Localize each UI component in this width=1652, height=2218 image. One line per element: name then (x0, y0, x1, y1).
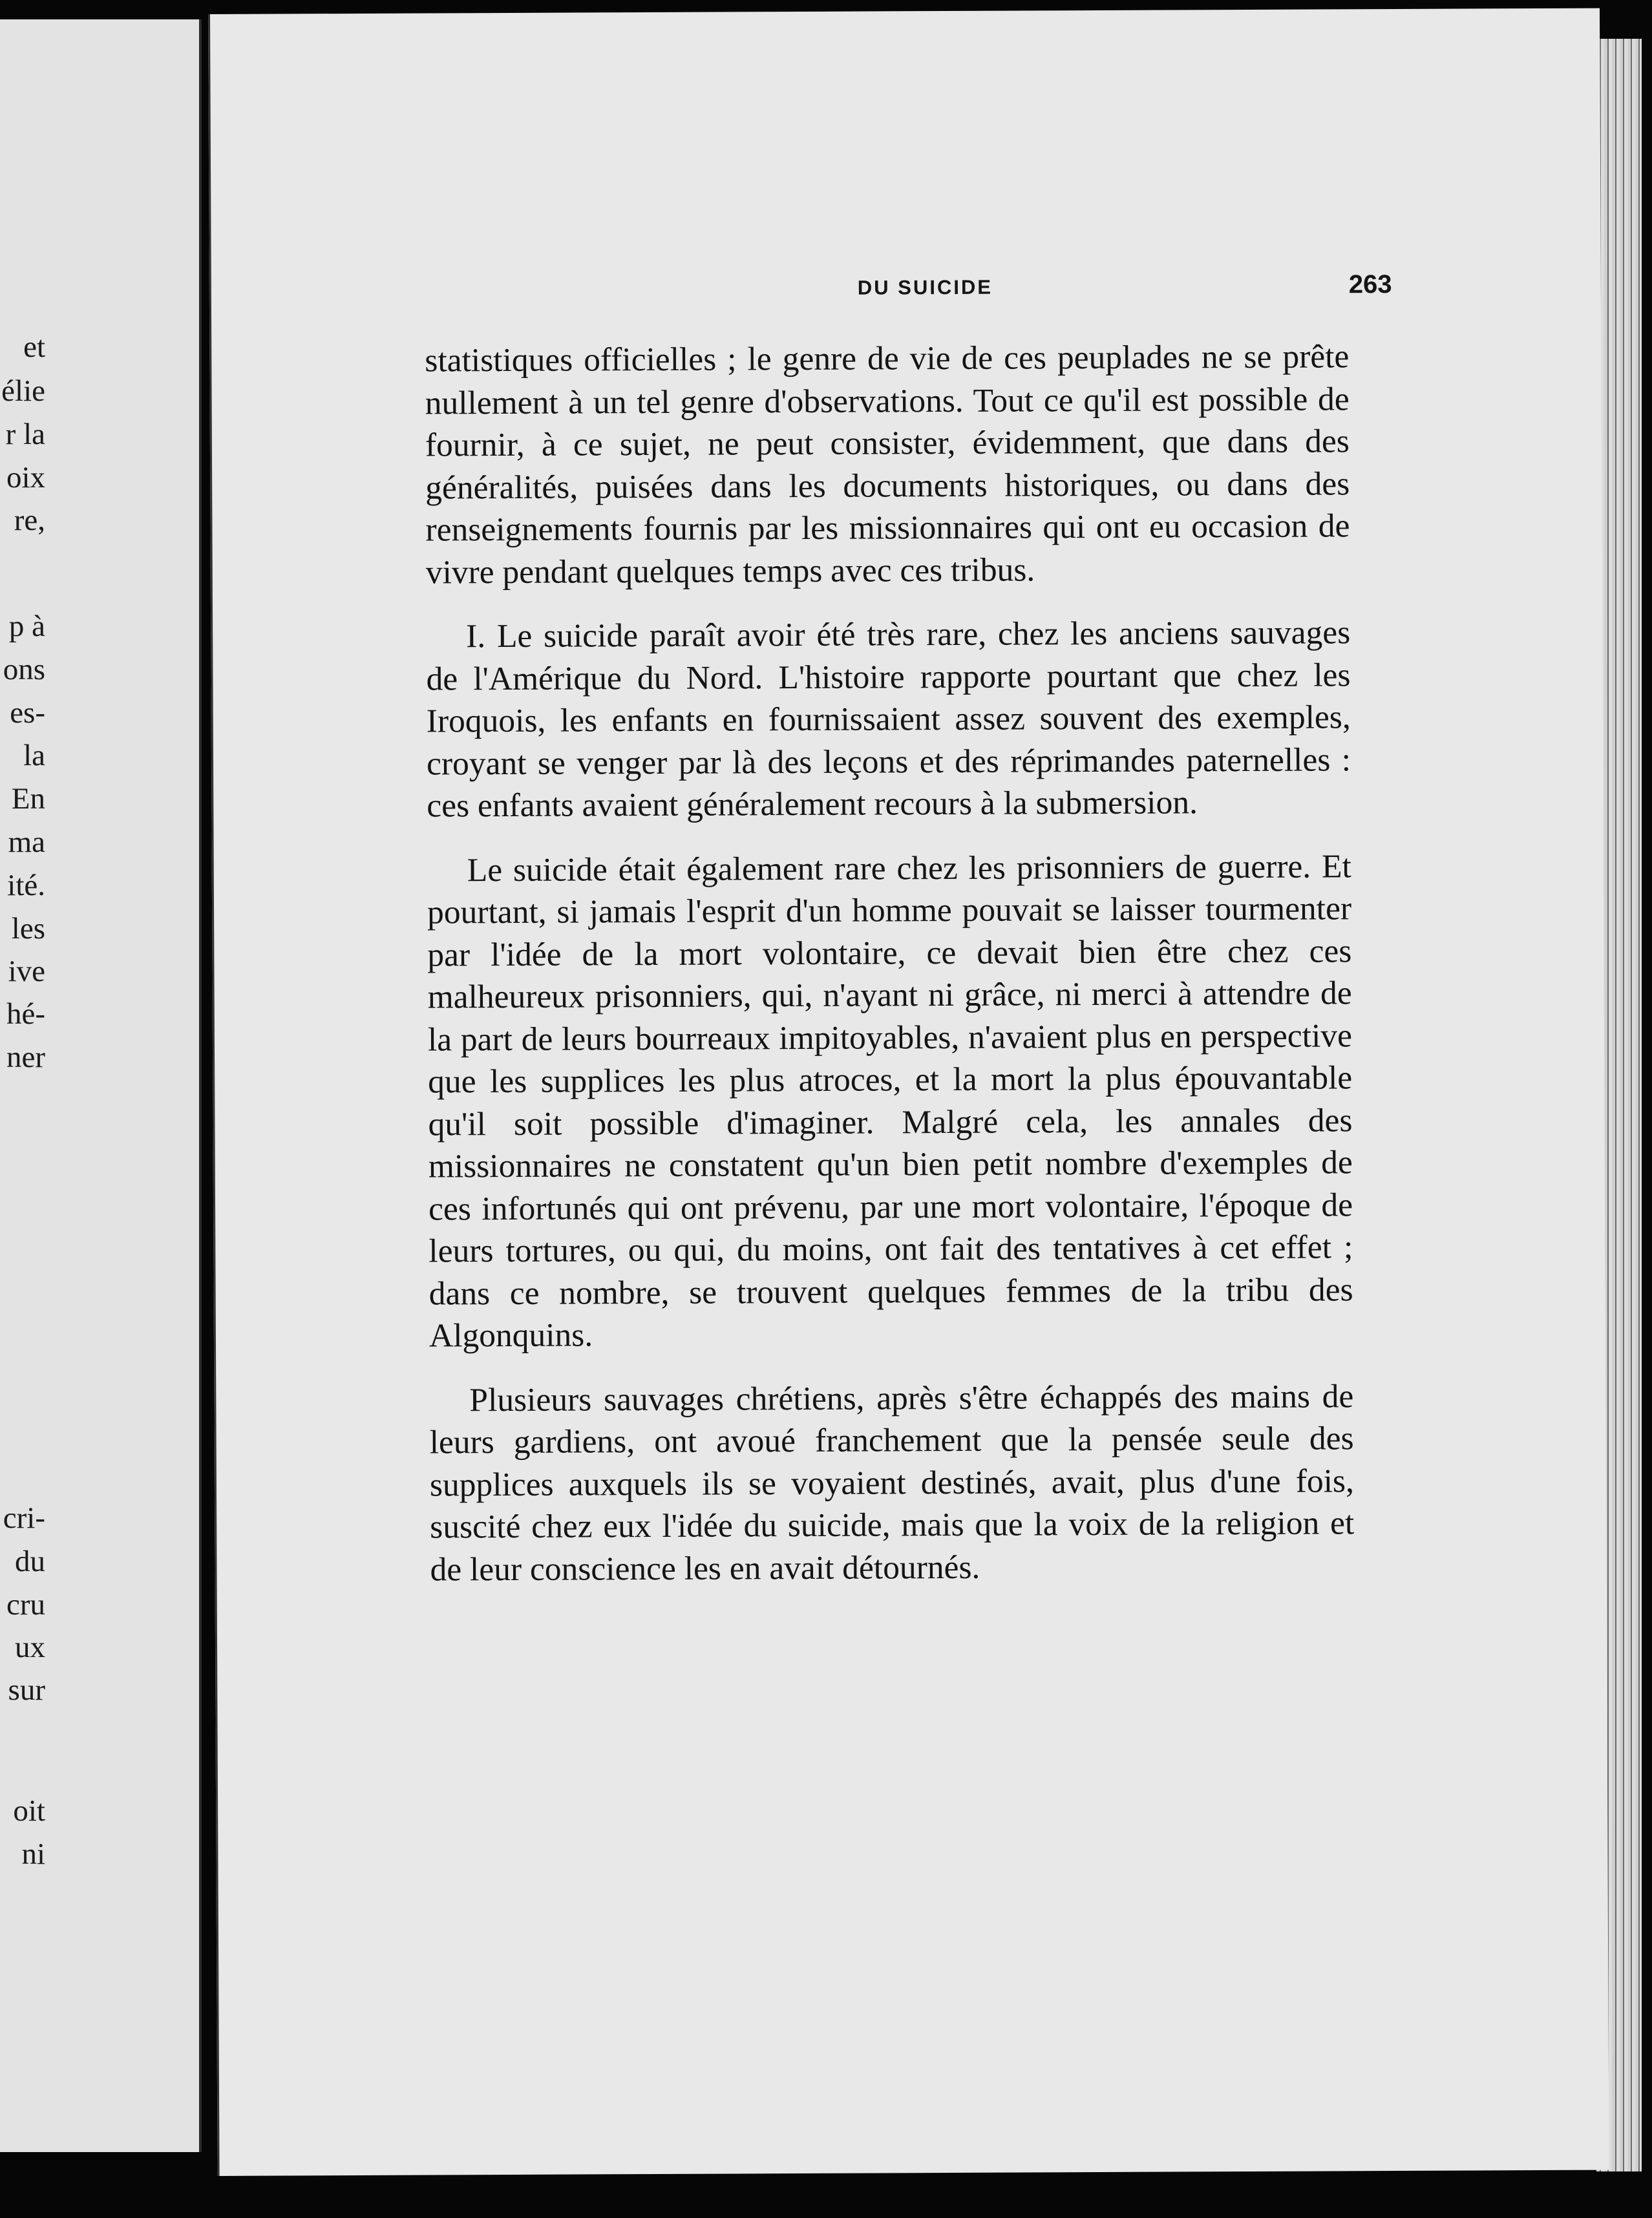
left-fragment: ive (8, 955, 45, 988)
left-fragment: la (23, 739, 45, 772)
left-fragment: du (15, 1545, 45, 1578)
right-page (208, 8, 1609, 2176)
left-fragment: cri- (3, 1501, 45, 1535)
left-facing-page (0, 19, 202, 2152)
running-head: DU SUICIDE (857, 275, 993, 299)
left-fragment: ux (15, 1631, 45, 1664)
left-fragment: es- (10, 696, 45, 730)
left-fragment: En (11, 782, 45, 816)
left-fragment: ni (21, 1837, 45, 1871)
left-fragment: cru (6, 1588, 45, 1621)
left-fragment: p à (8, 609, 45, 643)
paragraph: Plusieurs sauvages chrétiens, après s'être échappés des mains de leurs gardiens, ont avoué franchement que la pensée seule des supplices auxquels ils se voyaient destinés, avait, plus d'une fois, suscité chez eux l'idée du suicide, mais que la voix de la religion et de leur conscience les en avait détournés. (429, 1377, 1355, 1589)
page-number: 263 (1348, 270, 1392, 299)
left-fragment: ma (8, 825, 45, 859)
left-fragment: ité. (7, 869, 45, 902)
left-fragment: ner (6, 1040, 45, 1074)
left-fragment: oit (13, 1794, 45, 1828)
left-fragment: re, (14, 503, 45, 537)
left-fragment: r la (5, 417, 45, 451)
paragraph: Le suicide était également rare chez les prisonniers de guerre. Et pourtant, si jamais l'esprit d'un homme pouvait se laisser tourmenter par l'idée de la mort volontaire, ce devait bien être chez ces malheureux prisonniers, qui, n'ayant ni grâce, ni merci à attendre de la part de leurs bourreaux impitoyables, n'avaient plus en perspective que les supplices les plus atroces, et la mort la plus épouvantable qu'il soit possible d'imaginer. Malgré cela, les annales des missionnaires ne constatent qu'un bien petit nombre d'exemples de ces infortunés qui ont prévenu, par une mort volontaire, l'époque de leurs tortures, ou qui, du moins, ont fait des tentatives à cet effet ; dans ce nombre, se trouvent quelques femmes de la tribu des Algonquins. (427, 847, 1353, 1355)
left-fragment: sur (8, 1673, 45, 1707)
left-fragment: les (11, 912, 45, 945)
paragraph: statistiques officielles ; le genre de vie de ces peuplades ne se prête nullement à un tel genre d'observations. Tout ce qu'il est possible de fournir, à ce sujet, ne peut consister, évidemment, que dans des généralités, puisées dans les documents historiques, ou dans des renseignements fournis par les missionnaires qui ont eu occasion de vivre pendant quelques temps avec ces tribus. (425, 338, 1350, 591)
paragraph: I. Le suicide paraît avoir été très rare, chez les anciens sauvages de l'Amérique du Nord. L'histoire rapporte pourtant que chez les Iroquois, les enfants en fournissaient assez souvent des exemples, croyant se venger par là des leçons et des réprimandes paternelles : ces enfants avaient généralement recours à la submersion. (426, 614, 1351, 825)
body-text (425, 335, 1354, 1590)
left-fragment: ons (3, 653, 45, 686)
left-fragment: élie (1, 374, 45, 408)
left-fragment: oix (6, 461, 45, 494)
left-fragment: et (23, 330, 45, 364)
left-fragment: hé- (6, 997, 45, 1031)
